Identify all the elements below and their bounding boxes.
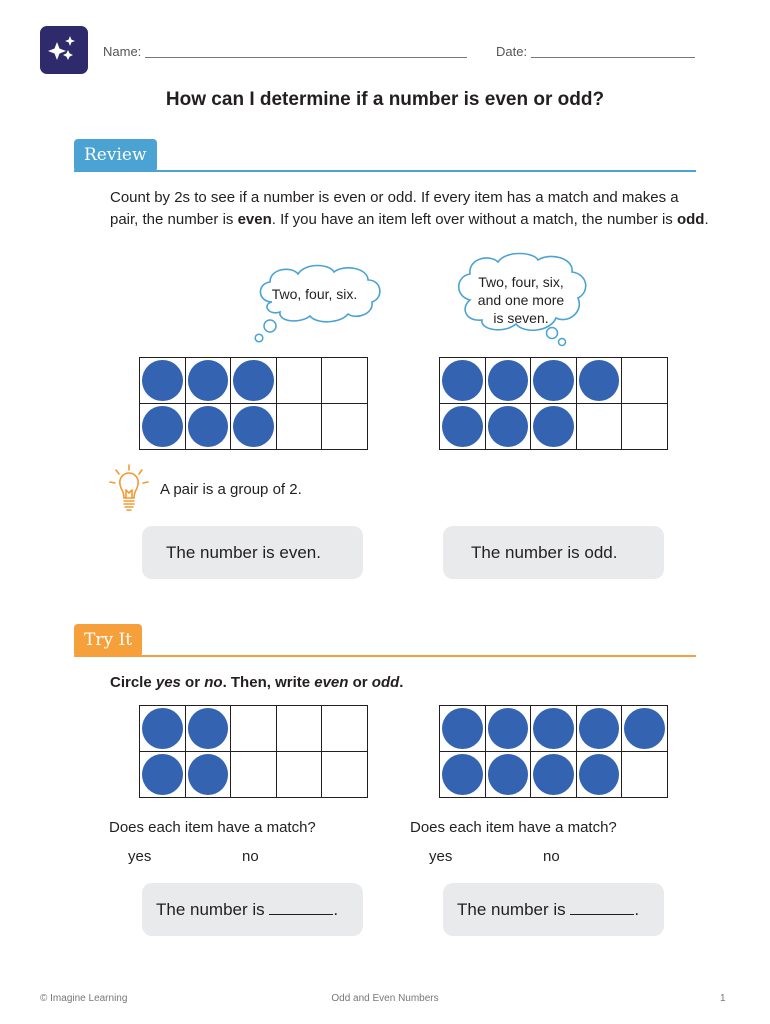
counter-dot <box>488 708 529 749</box>
ten-frame-cell <box>231 358 277 404</box>
hint-text: A pair is a group of 2. <box>160 481 302 498</box>
answer-blank-right[interactable] <box>570 901 634 915</box>
counter-dot <box>233 360 274 401</box>
date-label: Date: <box>496 44 528 59</box>
ten-frame-cell <box>622 752 668 798</box>
counter-dot <box>533 708 574 749</box>
ten-frame-cell <box>486 752 532 798</box>
footer-title: Odd and Even Numbers <box>331 993 439 1004</box>
review-paragraph: Count by 2s to see if a number is even or odd. If every item has a match and makes a pair, the number is even. If you have an item left over without a match, the number is odd. <box>110 189 709 228</box>
choice-yes-right[interactable]: yes <box>429 848 453 865</box>
ten-frame-cell <box>440 358 486 404</box>
choice-no-right[interactable]: no <box>543 848 560 865</box>
try-it-instruction: Circle yes or no. Then, write even or odd. <box>110 674 404 691</box>
ten-frame-cell <box>531 404 577 450</box>
counter-dot <box>142 406 183 447</box>
sparkle-icon <box>40 26 88 74</box>
lightbulb-icon <box>106 462 152 514</box>
try-it-tab: Try It <box>74 624 142 657</box>
counter-dot <box>488 406 529 447</box>
ten-frame-try-right <box>439 705 668 798</box>
footer-page-number: 1 <box>720 993 726 1004</box>
answer-box-odd <box>443 526 664 579</box>
choice-yes-left[interactable]: yes <box>128 848 152 865</box>
counter-dot <box>188 708 229 749</box>
ten-frame-cell <box>186 752 232 798</box>
ten-frame-cell <box>577 358 623 404</box>
bubble-right-text: Two, four, six, and one more is seven. <box>477 274 565 326</box>
counter-dot <box>233 406 274 447</box>
ten-frame-review-right <box>439 357 668 450</box>
ten-frame-cell <box>440 752 486 798</box>
thought-bubble-left <box>250 262 400 348</box>
counter-dot <box>579 708 620 749</box>
ten-frame-cell <box>531 752 577 798</box>
counter-dot <box>624 708 665 749</box>
counter-dot <box>142 360 183 401</box>
ten-frame-cell <box>186 358 232 404</box>
name-label: Name: <box>103 44 142 59</box>
ten-frame-cell <box>577 706 623 752</box>
ten-frame-cell <box>231 404 277 450</box>
answer-odd-text: The number is odd. <box>471 543 618 562</box>
bubble-left-text: Two, four, six. <box>271 286 358 302</box>
counter-dot <box>442 360 483 401</box>
ten-frame-cell <box>440 404 486 450</box>
ten-frame-try-left <box>139 705 368 798</box>
answer-even-text: The number is even. <box>166 543 321 562</box>
imagine-learning-logo <box>40 26 88 74</box>
ten-frame-cell <box>322 358 368 404</box>
counter-dot <box>488 360 529 401</box>
ten-frame-cell <box>577 404 623 450</box>
review-divider <box>74 170 696 172</box>
name-field[interactable] <box>145 57 467 58</box>
ten-frame-cell <box>322 404 368 450</box>
ten-frame-cell <box>486 404 532 450</box>
ten-frame-cell <box>440 706 486 752</box>
date-field[interactable] <box>531 57 695 58</box>
ten-frame-cell <box>622 358 668 404</box>
question-right: Does each item have a match? <box>410 819 617 836</box>
ten-frame-cell <box>277 706 323 752</box>
ten-frame-cell <box>531 706 577 752</box>
ten-frame-cell <box>140 404 186 450</box>
footer-copyright: © Imagine Learning <box>40 993 128 1004</box>
try-it-divider <box>74 655 696 657</box>
ten-frame-cell <box>622 706 668 752</box>
answer-box-even <box>142 526 363 579</box>
ten-frame-cell <box>531 358 577 404</box>
review-tab: Review <box>74 139 157 172</box>
counter-dot <box>533 754 574 795</box>
ten-frame-cell <box>322 706 368 752</box>
question-left: Does each item have a match? <box>109 819 316 836</box>
ten-frame-cell <box>486 706 532 752</box>
ten-frame-cell <box>277 752 323 798</box>
ten-frame-cell <box>140 752 186 798</box>
counter-dot <box>142 708 183 749</box>
counter-dot <box>579 754 620 795</box>
answer-box-try-left: The number is . <box>142 883 363 936</box>
counter-dot <box>442 406 483 447</box>
counter-dot <box>188 406 229 447</box>
ten-frame-cell <box>231 706 277 752</box>
answer-blank-left[interactable] <box>269 901 333 915</box>
counter-dot <box>188 360 229 401</box>
counter-dot <box>533 360 574 401</box>
page-title: How can I determine if a number is even or odd? <box>165 89 605 110</box>
ten-frame-cell <box>186 404 232 450</box>
ten-frame-review-left <box>139 357 368 450</box>
ten-frame-cell <box>322 752 368 798</box>
counter-dot <box>579 360 620 401</box>
choice-no-left[interactable]: no <box>242 848 259 865</box>
ten-frame-cell <box>186 706 232 752</box>
counter-dot <box>442 754 483 795</box>
counter-dot <box>488 754 529 795</box>
ten-frame-cell <box>231 752 277 798</box>
ten-frame-cell <box>577 752 623 798</box>
ten-frame-cell <box>622 404 668 450</box>
ten-frame-cell <box>140 358 186 404</box>
counter-dot <box>142 754 183 795</box>
ten-frame-cell <box>486 358 532 404</box>
counter-dot <box>188 754 229 795</box>
ten-frame-cell <box>140 706 186 752</box>
counter-dot <box>442 708 483 749</box>
ten-frame-cell <box>277 404 323 450</box>
answer-box-try-right: The number is . <box>443 883 664 936</box>
counter-dot <box>533 406 574 447</box>
ten-frame-cell <box>277 358 323 404</box>
